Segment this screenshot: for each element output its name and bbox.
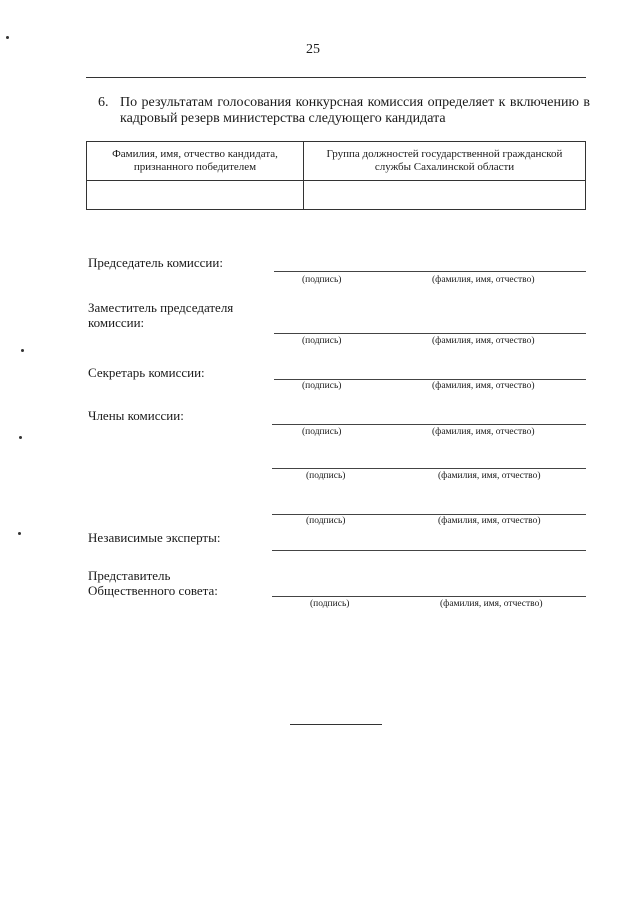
- label-deputy: Заместитель председателя комиссии:: [88, 300, 234, 330]
- table-cell-candidate: [87, 181, 304, 210]
- label-secretary: Секретарь комиссии:: [88, 365, 205, 380]
- caption-signature: (подпись): [310, 599, 350, 609]
- scan-speck: [21, 349, 24, 352]
- header-rule: [86, 77, 586, 78]
- caption-signature: (подпись): [302, 275, 342, 285]
- scan-speck: [6, 36, 9, 39]
- table-cell-position-group: [304, 181, 586, 210]
- label-public-council-rep: Представитель Общественного совета:: [88, 568, 218, 598]
- signature-line: [274, 333, 586, 334]
- signature-line: [272, 596, 586, 597]
- caption-name: (фамилия, имя, отчество): [438, 516, 541, 526]
- caption-name: (фамилия, имя, отчество): [438, 471, 541, 481]
- label-members: Члены комиссии:: [88, 408, 184, 423]
- label-independent-experts: Независимые эксперты:: [88, 530, 221, 545]
- caption-name: (фамилия, имя, отчество): [432, 275, 535, 285]
- page-number: 25: [306, 42, 320, 57]
- signature-line: [272, 424, 586, 425]
- label-chairman: Председатель комиссии:: [88, 255, 223, 270]
- caption-name: (фамилия, имя, отчество): [432, 336, 535, 346]
- candidate-table: [86, 141, 586, 210]
- table-header-candidate: Фамилия, имя, отчество кандидата, признанного победителем: [87, 142, 304, 181]
- signature-line: [274, 271, 586, 272]
- table-header-position-group: Группа должностей государственной гражданской службы Сахалинской области: [304, 142, 586, 181]
- section-text: По результатам голосования конкурсная комиссия определяет к включению в кадровый резерв министерства следующего кандидата: [120, 95, 590, 126]
- closing-rule: [290, 724, 382, 725]
- caption-signature: (подпись): [302, 427, 342, 437]
- signature-line: [272, 550, 586, 551]
- caption-signature: (подпись): [302, 381, 342, 391]
- caption-name: (фамилия, имя, отчество): [440, 599, 543, 609]
- caption-name: (фамилия, имя, отчество): [432, 381, 535, 391]
- scan-speck: [18, 532, 21, 535]
- signature-line: [274, 379, 586, 380]
- scan-speck: [19, 436, 22, 439]
- caption-signature: (подпись): [306, 471, 346, 481]
- caption-signature: (подпись): [306, 516, 346, 526]
- section-number: 6.: [98, 95, 109, 110]
- signature-line: [272, 468, 586, 469]
- caption-name: (фамилия, имя, отчество): [432, 427, 535, 437]
- caption-signature: (подпись): [302, 336, 342, 346]
- signature-line: [272, 514, 586, 515]
